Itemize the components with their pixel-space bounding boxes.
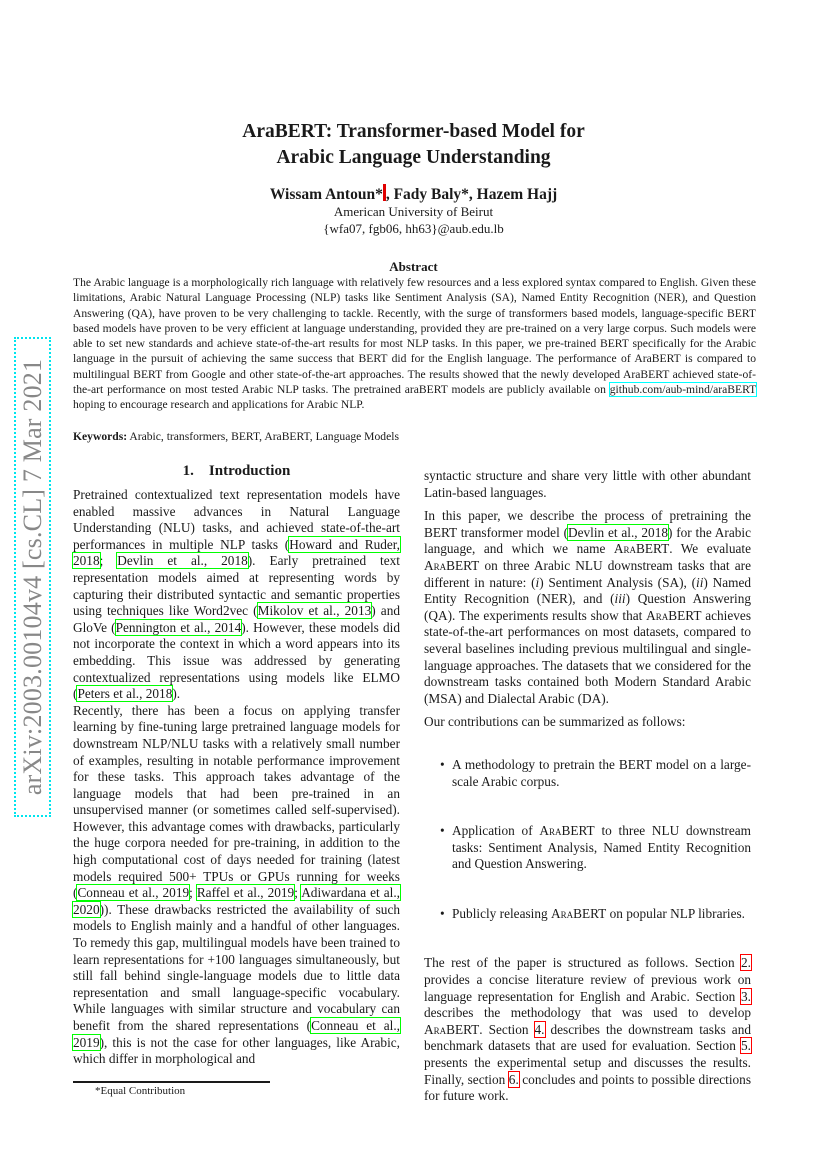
left-column (73, 487, 400, 1068)
text-run: . We evaluate (669, 541, 751, 557)
enum-marker: ii (696, 574, 704, 590)
text-run: Our contributions can be summarized as follows: (424, 714, 686, 730)
text-run: presents the experimental setup and discusses the results. Finally, section (424, 1055, 751, 1087)
paper-structure-paragraph (424, 955, 751, 1104)
paragraph (424, 468, 751, 501)
text-run: Application of (452, 823, 540, 839)
text-run: ) for the Arabic language, and which we name (424, 524, 751, 557)
text-run: ; (294, 885, 302, 901)
model-name: AraBERT (539, 823, 595, 839)
text-run: ), this is not the case for other languages, like Arabic, which differ in morphological and (73, 1034, 400, 1067)
text-run: )). These drawbacks restricted the availability of such models to English mainly and a handful of other languages. To remedy this gap, multilingual models have been trained to learn representations for +100 languages simultaneously, but still fall behind single-language models due to little data representation and small language-specific vocabulary. While languages with similar structure and vocabulary can benefit from the shared representations ( (73, 901, 400, 1033)
citation-link[interactable]: Peters et al., 2018 (77, 686, 173, 702)
bullet-icon: • (440, 823, 445, 839)
abstract-body: The Arabic language is a morphologically rich language with relatively few resources and a less explored syntax compared to English. Given these limitations, Arabic Natural Language Processing (NLP) tasks like Sentiment Analysis (SA), Named Entity Recognition (NER), and Question Answering (QA), have proven to be very challenging to tackle. Recently, with the surge of transformers based models, language-specific BERT based models have proven to be very efficient at language understanding, provided they are pre-trained on a very large corpus. Such models were able to set new standards and achieve state-of-the-art results for most NLP tasks. In this paper, we pre-trained BERT specifically for the Arabic language in the pursuit of achieving the same success that BERT did for the English language. The performance of AraBERT is compared to multilingual BERT from Google and other state-of-the-art approaches. The results showed that the newly developed AraBERT achieved state-of-the-art performance on most tested Arabic NLP tasks. The pretrained araBERT models are publicly available on (73, 276, 756, 397)
text-run: Publicly releasing (452, 905, 551, 921)
text-run: ) Named Entity Recognition (NER), and ( (424, 574, 751, 607)
abstract-text (73, 275, 756, 413)
section-heading-text: 1. Introduction (182, 463, 291, 479)
authors-rest: , Fady Baly*, Hazem Hajj (385, 186, 558, 203)
paragraph (424, 714, 751, 731)
authors (0, 184, 827, 204)
section-ref-link[interactable]: 5. (741, 1038, 751, 1054)
model-name: AraBERT (646, 607, 702, 623)
author-emails: {wfa07, fgb06, hh63}@aub.edu.lb (323, 221, 504, 236)
citation-link[interactable]: Devlin et al., 2018 (568, 524, 668, 540)
text-run: ; (189, 885, 197, 901)
keywords (73, 430, 399, 443)
text-run: Pretrained contextualized text representation models have enabled massive advances in Natural Language Understanding (NLU) tasks, and achieved state-of-the-art performances in multiple NLP tasks ( (73, 487, 400, 552)
right-column (424, 468, 751, 1105)
text-run: syntactic structure and share very little with other abundant Latin-based languages. (424, 468, 751, 500)
citation-link[interactable]: Conneau et al., 2019 (73, 1018, 401, 1050)
arxiv-stamp-text: arXiv:2003.00104v4 [cs.CL] 7 Mar 2021 (17, 358, 47, 796)
text-run: achieves state-of-the-art performances on most datasets, compared to several baselines including previous multilingual and single-language approaches. The datasets that we considered for the downstream tasks contained both Modern Standard Arabic (MSA) and Dialectal Arabic (DA). (424, 607, 751, 706)
contributions-list (424, 757, 751, 923)
citation-link[interactable]: Mikolov et al., 2013 (257, 603, 372, 619)
bullet-icon: • (440, 905, 445, 921)
citation-link[interactable]: Howard and Ruder, 2018 (73, 536, 400, 569)
footnote-rule (73, 1081, 270, 1083)
section-ref-link[interactable]: 2. (741, 955, 751, 971)
model-name: AraBERT (613, 541, 670, 557)
author-1: Wissam Antoun* (269, 186, 383, 203)
text-run: ) and GloVe ( (73, 603, 401, 635)
text-run: describes the downstream tasks and benchmark datasets that are used for evaluation. Section (424, 1021, 752, 1054)
citation-link[interactable]: Adiwardana et al., 2020 (73, 885, 400, 917)
section-ref-link[interactable]: 3. (741, 988, 751, 1004)
paragraph (424, 508, 751, 707)
text-run: provides a concise literature review of previous work on language representation for English and Arabic. Section (424, 972, 751, 1004)
section-ref-link[interactable]: 4. (534, 1021, 545, 1037)
footnote: *Equal Contribution (95, 1085, 186, 1097)
paper-title (0, 119, 827, 171)
citation-link[interactable]: Conneau et al., 2019 (77, 885, 190, 901)
model-name: AraBERT (550, 905, 607, 921)
text-run: describes the methodology that was used to develop (424, 1005, 751, 1021)
model-name: AraBERT (424, 1021, 480, 1037)
text-run: The rest of the paper is structured as follows. Section (424, 955, 742, 971)
right-paragraphs (424, 468, 751, 731)
arxiv-stamp (14, 337, 51, 817)
contribution-item (424, 906, 751, 923)
contribution-item (424, 823, 751, 873)
keywords-label: Keywords: (73, 430, 128, 443)
enum-marker: iii (614, 591, 626, 607)
enum-marker: i (535, 574, 540, 590)
citation-link[interactable]: Devlin et al., 2018 (117, 553, 248, 569)
text-run: ) Sentiment Analysis (SA), ( (539, 574, 697, 590)
github-link[interactable]: github.com/aub-mind/araBERT (609, 383, 756, 397)
citation-link[interactable]: Pennington et al., 2014 (115, 619, 242, 635)
title-line-2: Arabic Language Understanding (276, 147, 551, 168)
affiliation: American University of Beirut (333, 204, 494, 219)
text-run: to three NLU downstream tasks: Sentiment Analysis, Named Entity Recognition and Question Answering. (452, 823, 751, 872)
bullet-icon: • (440, 756, 445, 772)
paragraph (73, 487, 400, 703)
model-name: AraBERT (424, 557, 480, 573)
text-run: . Section (479, 1021, 535, 1037)
keywords-value: Arabic, transformers, BERT, AraBERT, Language Models (127, 430, 399, 443)
section-heading-introduction (73, 463, 400, 480)
text-run: Recently, there has been a focus on applying transfer learning by fine-tuning large pretrained language models for downstream NLP/NLU tasks with a relatively small number of examples, resulting in notable performance improvement for these tasks. This approach takes advantage of the language models that had been pre-trained in an unsupervised manner (or sometimes called self-supervised). However, this advantage comes with drawbacks, particularly the huge corpora needed for pre-training, in addition to the high computational cost of days needed for training (latest models required 500+ TPUs or GPUs running for weeks ( (73, 702, 400, 901)
text-run: In this paper, we describe the process of pretraining the BERT transformer model ( (424, 508, 751, 540)
abstract-heading: Abstract (389, 259, 438, 274)
text-run: A methodology to pretrain the BERT model on a large-scale Arabic corpus. (452, 756, 751, 789)
paragraph (73, 703, 400, 1068)
text-run: ). (172, 686, 181, 702)
text-run: on popular NLP libraries. (606, 905, 745, 921)
text-run: ). However, these models did not incorporate the context in which a word appears into its embedding. This issue was addressed by generating contextualized representations using models like ELMO ( (73, 619, 401, 702)
text-run: ) Question Answering (QA). The experiments results show that (424, 591, 751, 623)
text-run: concludes and points to possible directions for future work. (424, 1071, 751, 1104)
text-run: ; (99, 553, 118, 569)
text-run: ). Early pretrained text representation models aimed at representing words by capturing their distributed syntactic and semantic properties using techniques like Word2vec ( (73, 553, 400, 619)
citation-link[interactable]: Raffel et al., 2019 (196, 885, 295, 901)
text-run: on three Arabic NLU downstream tasks that are different in nature: ( (424, 557, 751, 590)
section-ref-link[interactable]: 6. (508, 1071, 519, 1087)
contribution-item (424, 757, 751, 790)
title-line-1: AraBERT: Transformer-based Model for (242, 121, 585, 142)
abstract-body-end: hoping to encourage research and applications for Arabic NLP. (73, 398, 365, 412)
